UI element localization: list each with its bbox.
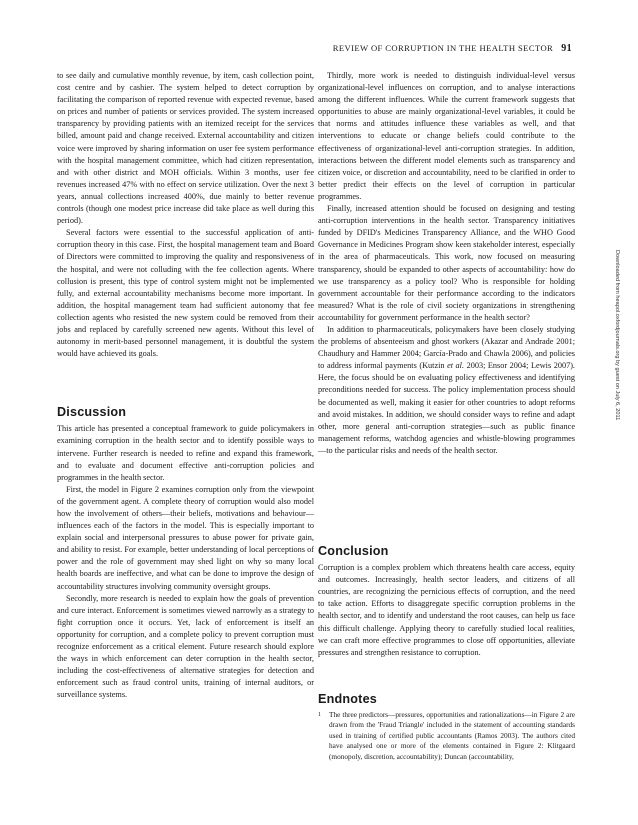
paragraph: Thirdly, more work is needed to distinguish individual-level versus organizational-level influences on corruption, and to analyse interactions among the different influences. While the current framework suggests that opportunities to abuse are mainly organizational-level variables, it could be that norms and attitudes influence these variables as well, and that interventions to educate or change beliefs could contribute to the effectiveness of organizational-level anti-corruption strategies. In addition, interactions between the different model elements such as transparency and citizen voice, or discretion and accountability, need to be clarified in order to better predict their effects on the level of corruption in particular programmes. — [318, 71, 575, 201]
paragraph: Secondly, more research is needed to explain how the goals of prevention and cure interact. Enforcement is sometimes viewed narrowly as a strategy to fight corruption once it occurs. Yet, lack of enforcement is itself an opportunity for corruption, and a complete policy to prevent corruption must recognize enforcement as a critical element. Future research should explore the ways in which enforcement can deter corruption in the health sector, including the cost-effectiveness of alternative strategies for detection and enforcement such as fraud control units, training of internal auditors, or surveillance systems. — [57, 593, 314, 700]
left-column — [57, 70, 314, 702]
endnote — [318, 710, 575, 762]
paragraph: First, the model in Figure 2 examines corruption only from the viewpoint of the government agent. A complete theory of corruption would also model how the involvement of others—their beliefs, motivations and behaviour—influences each of the factors in the model. This is especially important to explain social and interpersonal pressures to abuse power for private gain, and ability to resist. For example, better understanding of local perceptions of power and the role of government may shed light on why so many local health boards are ineffective, and what can be done to improve the design of accountability structures involving community oversight groups. — [57, 484, 314, 591]
page-number: 91 — [561, 43, 572, 54]
paragraph: This article has presented a conceptual framework to guide policymakers in examining corruption in the health sector and to identify possible ways to intervene. Further research is needed to refine and expand this framework, and to evaluate and document effective anti-corruption policies and programmes in the health sector. — [57, 424, 314, 482]
running-head — [330, 43, 572, 54]
running-title: REVIEW OF CORRUPTION IN THE HEALTH SECTOR — [332, 43, 554, 53]
endnote-text: The three predictors—pressures, opportunities and rationalizations—in Figure 2 are drawn from the 'Fraud Triangle' included in the statement of accounting standards used in training of certified public accountants (Ramos 2003). The authors cited have analysed one or more of the elements contained in Figure 2: Klitgaard (monopoly, discretion, accountability); Duncan (accountability, — [329, 709, 575, 761]
discussion-heading: Discussion — [57, 405, 127, 420]
endnotes-heading: Endnotes — [318, 691, 377, 706]
paragraph: In addition to pharmaceuticals, policymakers have been closely studying the problems of absenteeism and ghost workers (Akazar and Andrade 2001; Chaudhury and Hammer 2004; García-Prado and Chawla 2006), and policies to address informal payments (Kutzin et al. 2003; Ensor 2004; Lewis 2007). Here, the focus should be on evaluating policy effectiveness and identifying preconditions needed for success. The policy implementation process should be documented as well, making it easier for other countries to adopt reforms and avoid mistakes. In addition, we should consider ways to refine and adapt other, more general anti-corruption strategies—such as public finance management reforms, watchdog agencies and whistle-blowing programmes—to the particular risks and needs of the health sector. — [318, 324, 575, 455]
endnote-number: 1 — [318, 711, 321, 718]
paragraph: Corruption is a complex problem which threatens health care access, equity and outcomes. Increasingly, health sector leaders, and citizens of all countries, are recognizing the pernicious effects of corruption, and the need to take action. Efforts to disaggregate specific corruption problems in the health sector, and to identify and understand the root causes, can help us face this difficult challenge. Applying theory to carefully studied local realities, we can craft more effective programmes to close off opportunities, alleviate pressures and strengthen resistance to corruption. — [318, 563, 575, 657]
conclusion-heading: Conclusion — [318, 544, 389, 558]
right-column — [318, 70, 575, 762]
paragraph: Several factors were essential to the successful application of anti-corruption theory in this case. First, the hospital management team and Board of Directors were committed to improving the quality and responsiveness of the hospital, and were not colluding with the fee collection agents. Where collusion is present, this type of control system might not be implemented fully, and external accountability mechanisms become more important. In addition, the hospital management team had sufficient autonomy that fee collection agents who resisted the new system could be removed from their jobs and replaced by carefully screened new agents. Without this level of autonomy in merit-based personnel management, it is doubtful the system would have achieved its goals. — [57, 228, 314, 359]
paragraph: Finally, increased attention should be focused on designing and testing anti-corruption interventions in the health sector. Transparency initiatives funded by DFID's Medicines Transparency Alliance, and the WHO Good Governance in Medicines Program show keen stakeholder interest, especially in the area of pharmaceuticals. This work, now focused on measuring transparency, should be expanded to other aspects of accountability: how do we use transparency as a policy tool? Who is responsible for holding government accountable for their performance according to the indicators measured? What is the role of civil society organizations in strengthening accountability for government performance in the health sector? — [318, 204, 575, 322]
download-watermark: Downloaded from heapol.oxfordjournals.org by guest on July 6, 2011 — [614, 250, 620, 421]
paragraph: to see daily and cumulative monthly revenue, by item, cash collection point, cost centre and by cashier. The system helped to detect corruption by facilitating the comparison of reported revenue with expected revenue, based on prices and number of patients or services provided. The system increased transparency by providing patients with an itemized receipt for the services billed, amount paid and change received. External accountability and citizen voice were improved by sharing information on user fee system performance with the hospital management committee, which had citizen representation, and with other district and MOH officials. Within 3 months, user fee revenues increased 47% with no effect on service utilization. Over the next 3 years, annual collections increased 400%, due mainly to better revenue controls (though one modest price increase did take place as well during this period). — [57, 71, 314, 226]
